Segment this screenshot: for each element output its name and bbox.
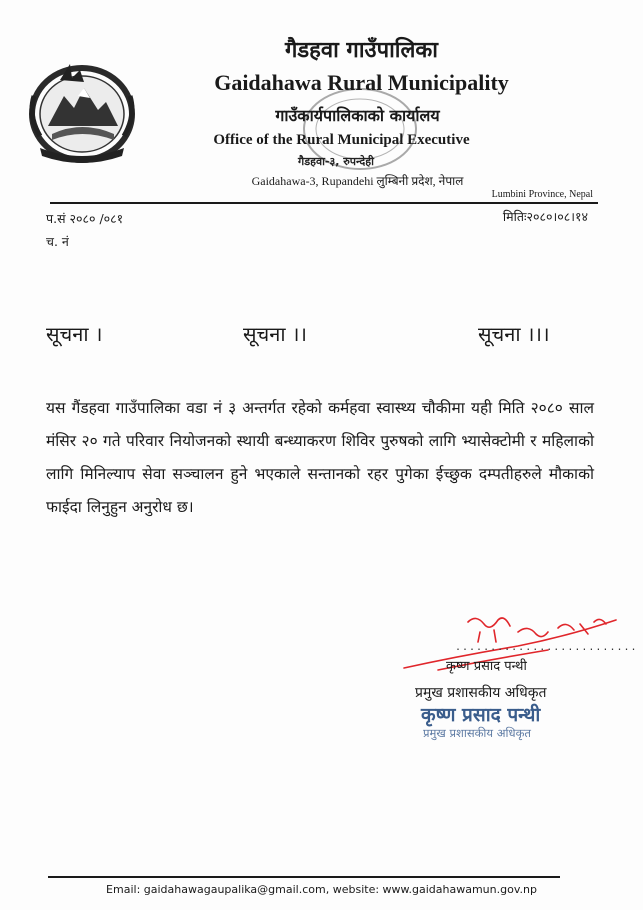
signatory-name: कृष्ण प्रसाद पन्थी <box>446 659 527 674</box>
stamp-title: प्रमुख प्रशासकीय अधिकृत <box>423 726 531 740</box>
reference-number: प.सं २०८० /०८१ <box>46 211 124 226</box>
footer-email: Email: gaidahawagaupalika@gmail.com <box>106 883 326 896</box>
footer-contact: Email: gaidahawagaupalika@gmail.com, website: www.gaidahawamun.gov.np <box>106 883 537 896</box>
stamp-name: कृष्ण प्रसाद पन्थी <box>421 704 541 726</box>
notice-heading-1: सूचना । <box>46 322 103 346</box>
notice-heading-3: सूचना ।।। <box>478 322 550 346</box>
municipality-name-np: गैडहवा गाउँपालिका <box>285 38 438 63</box>
notice-body: यस गैंडहवा गाउँपालिका वडा नं ३ अन्तर्गत रहेको कर्महवा स्वास्थ्य चौकीमा यही मिति २०८० साल मंसिर २० गते परिवार नियोजनको स्थायी बन्ध्याकरण शिविर पुरुषको लागि भ्यासेक्टोमी र महिलाको लागि मिनिल्याप सेवा सञ्चालन हुने भएकाले सन्तानको रहर पुगेका ईच्छुक दम्पतीहरुले मौकाको फाईदा लिनुहुन अनुरोध छ। <box>46 399 594 516</box>
province-label: Lumbini Province, Nepal <box>491 189 593 200</box>
office-name-en: Office of the Rural Municipal Executive <box>213 132 470 148</box>
signature-line: .......................... <box>455 642 638 653</box>
municipality-name-en: Gaidahawa Rural Municipality <box>214 70 509 95</box>
header-divider <box>50 202 598 204</box>
address: Gaidahawa-3, Rupandehi लुम्बिनी प्रदेश, नेपाल <box>251 174 464 188</box>
footer-divider <box>48 876 560 878</box>
dispatch-number: च. नं <box>46 234 69 249</box>
letter-date: मितिः२०८०।०८।१४ <box>502 209 588 224</box>
ward-label: गैडहवा-३, रुपन्देही <box>298 155 374 168</box>
notice-heading-2: सूचना ।। <box>243 322 308 346</box>
office-name-np: गाउँकार्यपालिकाको कार्यालय <box>275 106 440 125</box>
signatory-title: प्रमुख प्रशासकीय अधिकृत <box>415 685 547 701</box>
footer-website: website: www.gaidahawamun.gov.np <box>332 883 537 896</box>
